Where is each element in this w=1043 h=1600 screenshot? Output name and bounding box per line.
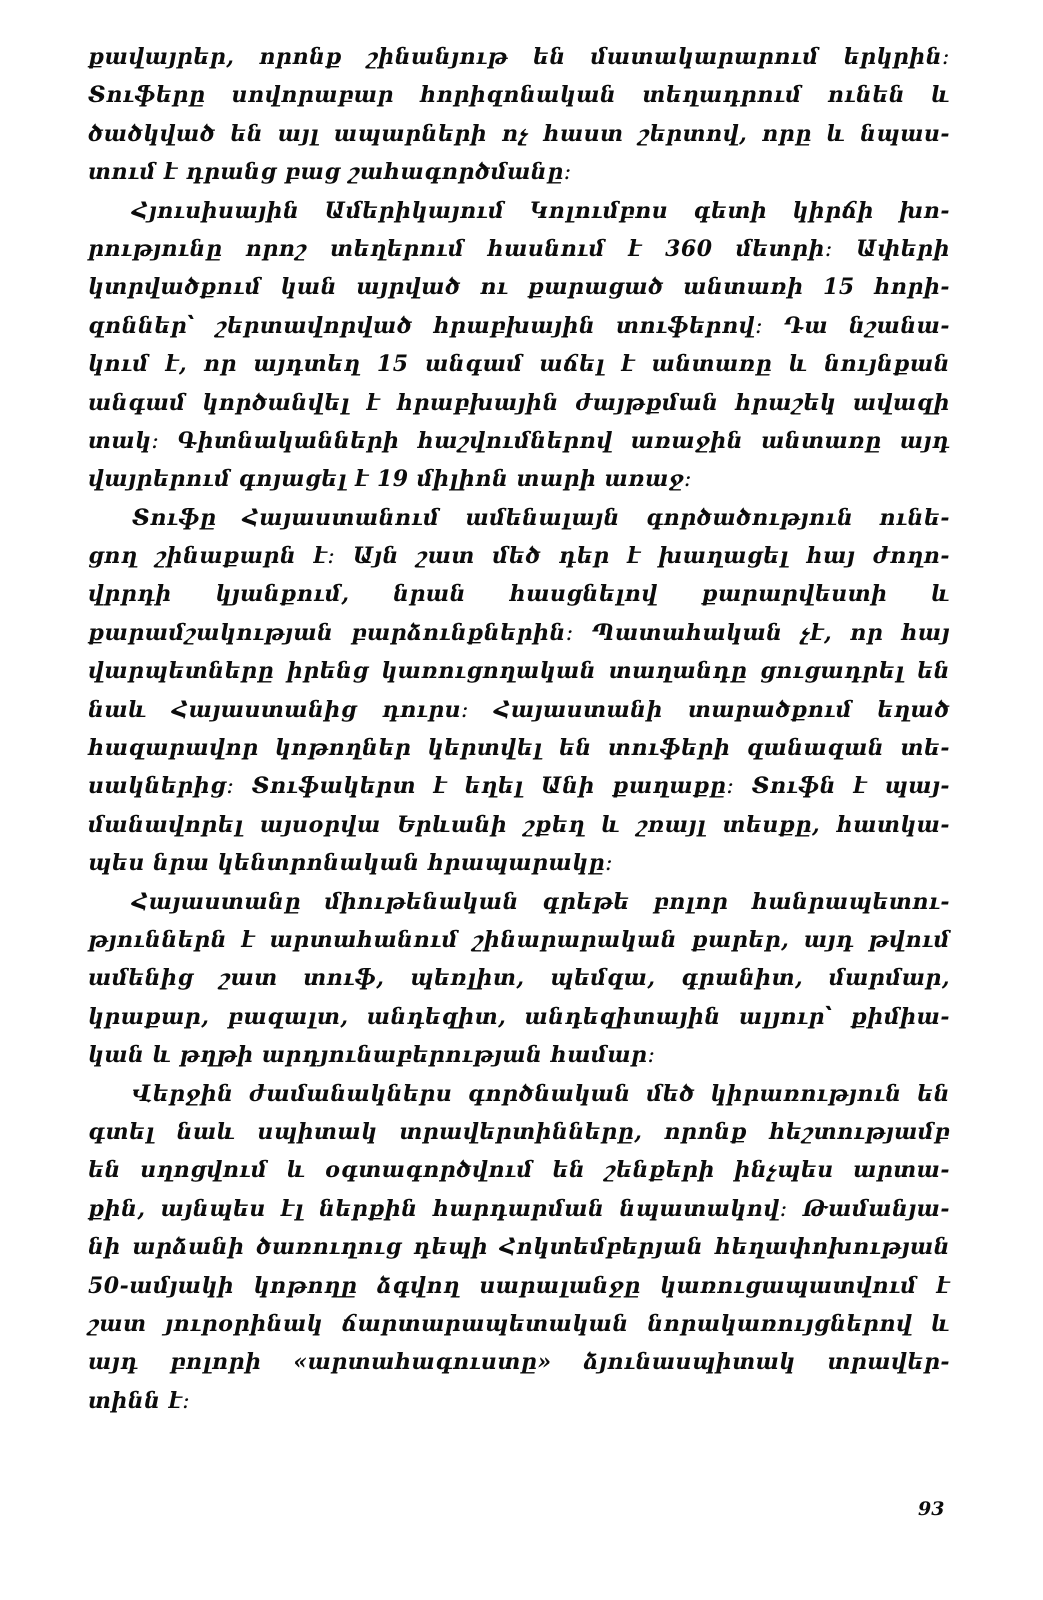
text-line: տինն է։ [88, 1387, 191, 1414]
text-line: 50-ամյակի կոթողը ձգվող սարալանջը կառուցապատվում է [88, 1272, 950, 1299]
text-line: ցող շինաքարն է։ Այն շատ մեծ դեր է խաղացել հայ ժողո- [88, 543, 950, 570]
text-line: են սղոցվում և օգտագործվում են շենքերի ինչպես արտա- [88, 1157, 950, 1184]
text-line: կան և թղթի արդյունաբերության համար։ [88, 1042, 656, 1069]
text-line: այդ բոլորի «արտահագուստը» ձյունասպիտակ տրավեր- [88, 1349, 950, 1376]
text-line: սակներից։ Տուֆակերտ է եղել Անի քաղաքը։ Տուֆն է պայ- [88, 773, 950, 800]
text-line: նի արձանի ծառուղուց դեպի Հոկտեմբերյան հեղափոխության [88, 1234, 950, 1261]
text-line: քարամշակության բարձունքներին։ Պատահական չէ, որ հայ [88, 619, 950, 646]
text-line: քին, այնպես էլ ներքին հարդարման նպատակով։ Թամանյա- [88, 1195, 950, 1222]
text-line: մանավորել այսօրվա Երևանի շքեղ և շռայլ տեսքը, հատկա- [88, 811, 950, 838]
text-line: Հայաստանը միութենական գրեթե բոլոր հանրապետու- [132, 888, 950, 915]
text-line: Տուֆերը սովորաբար հորիզոնական տեղադրում ունեն և [88, 82, 950, 109]
text-line: քավայրեր, որոնք շինանյութ են մատակարարում երկրին։ [88, 44, 950, 70]
text-line: ծածկված են այլ ապարների ոչ հաստ շերտով, որը և նպաս- [88, 120, 950, 147]
text-line: տակ։ Գիտնականների հաշվումներով առաջին անտառը այդ [88, 427, 950, 454]
text-line: շատ յուրօրինակ ճարտարապետական նորակառույցներով և [88, 1310, 950, 1337]
text-line: կտրվածքում կան այրված ու քարացած անտառի 15 հորի- [88, 274, 950, 301]
text-line: Վերջին ժամանակներս գործնական մեծ կիրառություն են [132, 1080, 950, 1107]
text-line: տում է դրանց բաց շահագործմանը։ [88, 159, 572, 186]
text-line: զոններ՝ շերտավորված հրաբխային տուֆերով։ Դա նշանա- [88, 312, 950, 339]
text-line: վարպետները իրենց կառուցողական տաղանդը ցուցադրել են [88, 658, 950, 685]
text-line: հազարավոր կոթողներ կերտվել են տուֆերի զանազան տե- [88, 735, 950, 762]
page-number: 93 [918, 1498, 945, 1520]
text-line: անգամ կործանվել է հրաբխային ժայթքման հրաշեկ ավազի [88, 389, 950, 416]
text-line: ամենից շատ տուֆ, պեռլիտ, պեմզա, գրանիտ, մարմար, [88, 965, 950, 992]
text-line: թյուններն է արտահանում շինարարական քարեր, այդ թվում [88, 926, 950, 953]
text-line: կրաքար, բազալտ, անդեզիտ, անդեզիտային ալյուր՝ քիմիա- [88, 1003, 950, 1030]
text-line: կում է, որ այդտեղ 15 անգամ աճել է անտառը և նույնքան [88, 351, 950, 378]
text-line: գտել նաև սպիտակ տրավերտինները, որոնք հեշտությամբ [88, 1118, 950, 1145]
text-line: նաև Հայաստանից դուրս։ Հայաստանի տարածքում եղած [88, 696, 950, 723]
text-line: Հյուսիսային Ամերիկայում Կոլումբոս գետի կիրճի խո- [132, 197, 950, 224]
body-text [88, 38, 950, 1420]
text-line: պես նրա կենտրոնական հրապարակը։ [88, 850, 614, 877]
text-line: վրրդի կյանքում, նրան հասցնելով քարարվեստի և [88, 581, 950, 608]
text-line: վայրերում գոյացել է 19 միլիոն տարի առաջ։ [88, 466, 692, 493]
text-line: Տուֆը Հայաստանում ամենալայն գործածություն ունե- [132, 504, 950, 531]
text-line: րությունը որոշ տեղերում հասնում է 360 մետրի։ Ափերի [88, 235, 950, 262]
